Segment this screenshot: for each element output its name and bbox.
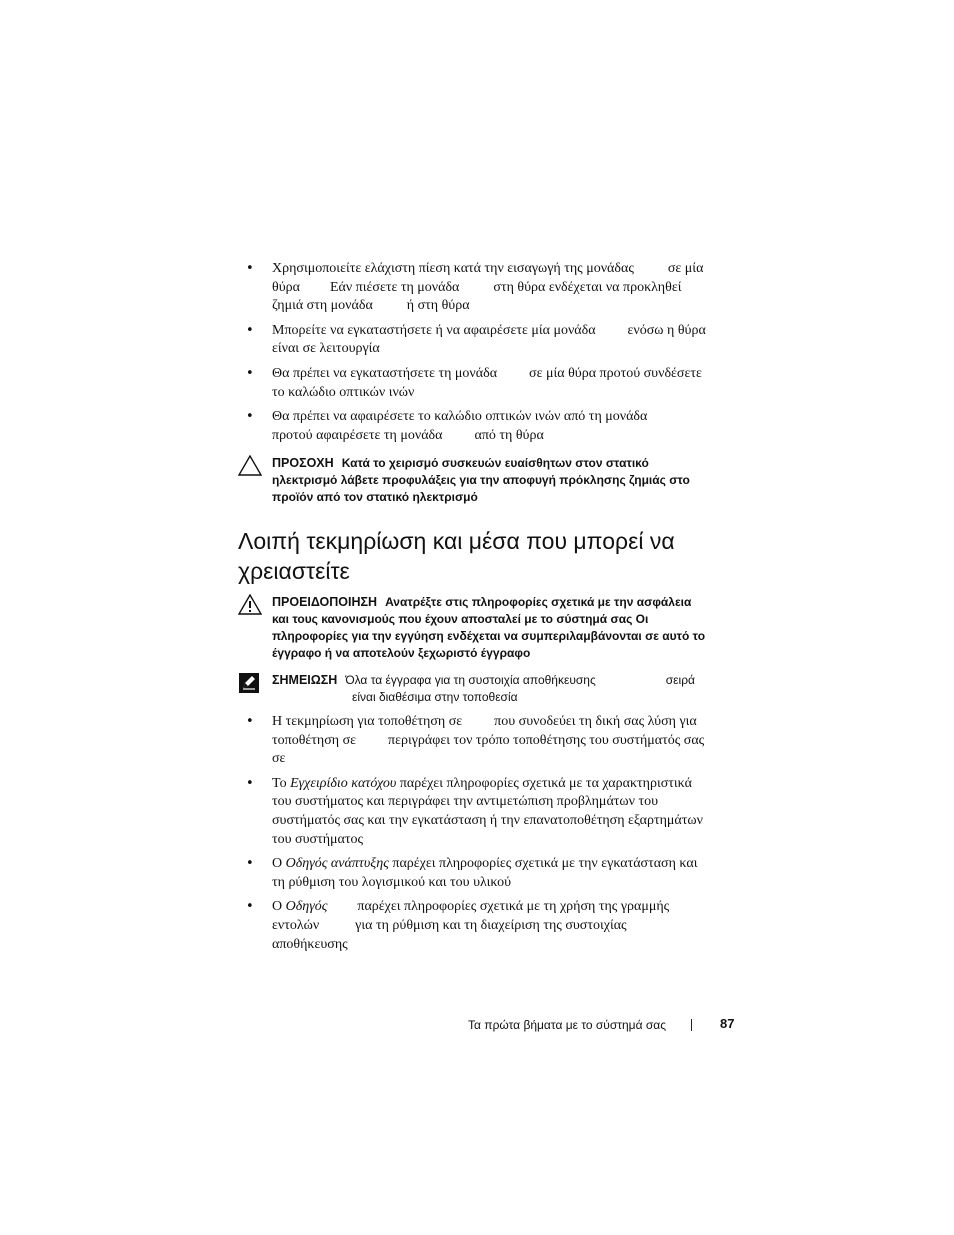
heading-line: Λοιπή τεκμηρίωση και μέσα που μπορεί να bbox=[238, 528, 675, 554]
list-item bbox=[246, 322, 742, 359]
text: Όλα τα έγγραφα για τη συστοιχία αποθήκευσης bbox=[345, 673, 596, 687]
text: είναι σε λειτουργία bbox=[272, 341, 380, 357]
bullet-dot: • bbox=[246, 775, 254, 791]
bullet-dot: • bbox=[246, 856, 254, 872]
bullet-dot: • bbox=[246, 365, 254, 381]
text: προτού αφαιρέσετε τη μονάδα bbox=[272, 427, 443, 443]
text: σε bbox=[272, 751, 286, 767]
bullet-dot: • bbox=[246, 899, 254, 915]
warning-label: ΠΡΟΕΙΔΟΠΟΙΗΣΗ bbox=[272, 595, 378, 609]
text: Η τεκμηρίωση για τοποθέτηση σε bbox=[272, 714, 463, 729]
text: Θα πρέπει να εγκαταστήσετε τη μονάδα bbox=[272, 365, 498, 381]
text: του συστήματος bbox=[272, 831, 364, 847]
text: εντολών bbox=[272, 917, 320, 933]
warning-notice bbox=[238, 594, 738, 662]
text: πληροφορίες για την εγγύηση ενδέχεται να συμπεριλαμβάνονται σε αυτό το bbox=[272, 629, 706, 643]
text: Ανατρέξτε στις πληροφορίες σχετικά με την ασφάλεια bbox=[385, 595, 692, 609]
text: Ο bbox=[272, 899, 283, 915]
text: σε μία bbox=[667, 261, 704, 276]
note-label: ΣΗΜΕΙΩΣΗ bbox=[272, 673, 338, 687]
footer-title: Τα πρώτα βήματα με το σύστημά σας bbox=[468, 1018, 666, 1032]
list-item bbox=[246, 898, 742, 954]
text: που συνοδεύει τη δική σας λύση για bbox=[494, 714, 697, 729]
bullet-dot: • bbox=[246, 409, 254, 425]
bullet-dot: • bbox=[246, 322, 254, 338]
text: από τη θύρα bbox=[474, 427, 544, 443]
text: το καλώδιο οπτικών ινών bbox=[272, 384, 415, 400]
text: Μπορείτε να εγκαταστήσετε ή να αφαιρέσετε μία μονάδα bbox=[272, 322, 596, 338]
text: θύρα bbox=[272, 279, 300, 295]
section-heading bbox=[238, 526, 738, 586]
note-notice bbox=[238, 672, 738, 706]
text: παρέχει πληροφορίες σχετικά με τη χρήση της γραμμής bbox=[357, 899, 670, 915]
list-item bbox=[246, 713, 742, 769]
heading-line: χρειαστείτε bbox=[238, 558, 350, 584]
warning-triangle-icon bbox=[238, 594, 262, 620]
text: του συστήματος και περιγράφει την αντιμετώπιση προβλημάτων του bbox=[272, 794, 659, 810]
text: Χρησιμοποιείτε ελάχιστη πίεση κατά την εισαγωγή της μονάδας bbox=[272, 261, 634, 276]
text: ή στη θύρα bbox=[406, 298, 470, 314]
text: αποθήκευσης bbox=[272, 936, 348, 952]
text: σειρά bbox=[665, 673, 695, 687]
page-number: 87 bbox=[720, 1016, 735, 1031]
caution-triangle-icon bbox=[238, 455, 262, 481]
list-item bbox=[246, 855, 742, 892]
list-item bbox=[246, 260, 742, 316]
document-title: Οδηγός ανάπτυξης bbox=[285, 856, 389, 872]
text: ηλεκτρισμό λάβετε προφυλάξεις για την αποφυγή πρόκλησης ζημιάς στο bbox=[272, 473, 690, 487]
bullet-list-documentation bbox=[246, 713, 742, 960]
text: Εάν πιέσετε τη μονάδα bbox=[329, 279, 460, 295]
text: είναι διαθέσιμα στην τοποθεσία bbox=[352, 690, 518, 704]
text: έγγραφο ή να αποτελούν ξεχωριστό έγγραφο bbox=[272, 646, 531, 660]
text: για τη ρύθμιση και τη διαχείριση της συστοιχίας bbox=[355, 917, 627, 933]
bullet-dot: • bbox=[246, 714, 254, 729]
text: ζημιά στη μονάδα bbox=[272, 298, 373, 314]
bullet-list-top bbox=[246, 260, 742, 451]
list-item bbox=[246, 365, 742, 402]
text: περιγράφει τον τρόπο τοποθέτησης του συστήματός σας bbox=[388, 732, 705, 748]
text: Θα πρέπει να αφαιρέσετε το καλώδιο οπτικών ινών από τη μονάδα bbox=[272, 409, 648, 425]
document-title: Οδηγός bbox=[285, 899, 328, 915]
text: ενόσω η θύρα bbox=[627, 322, 706, 338]
list-item bbox=[246, 408, 742, 445]
text: τοποθέτηση σε bbox=[272, 732, 357, 748]
text: και τους κανονισμούς που έχουν αποσταλεί με το σύστημά σας Οι bbox=[272, 612, 649, 626]
document-title: Εγχειρίδιο κατόχου bbox=[290, 775, 397, 791]
caution-notice bbox=[238, 455, 738, 506]
text: τη ρύθμιση του λογισμικού και του υλικού bbox=[272, 874, 512, 890]
text: παρέχει πληροφορίες σχετικά με τα χαρακτηριστικά bbox=[399, 775, 692, 791]
caution-label: ΠΡΟΣΟΧΗ bbox=[272, 456, 334, 470]
bullet-dot: • bbox=[246, 261, 254, 276]
note-pencil-icon bbox=[238, 672, 260, 699]
list-item bbox=[246, 775, 742, 849]
text: Κατά το χειρισμό συσκευών ευαίσθητων στον στατικό bbox=[341, 456, 649, 470]
text: στη θύρα ενδέχεται να προκληθεί bbox=[493, 279, 682, 295]
page-footer bbox=[0, 1016, 954, 1036]
text: Το bbox=[272, 775, 287, 791]
text: σε μία θύρα προτού συνδέσετε bbox=[529, 365, 702, 381]
text: Ο bbox=[272, 856, 283, 872]
footer-separator bbox=[691, 1019, 692, 1031]
text: προϊόν από τον στατικό ηλεκτρισμό bbox=[272, 490, 478, 504]
text: συστήματός σας και την εγκατάσταση ή την επανατοποθέτηση εξαρτημάτων bbox=[272, 812, 703, 828]
text: παρέχει πληροφορίες σχετικά με την εγκατάσταση και bbox=[392, 856, 698, 872]
